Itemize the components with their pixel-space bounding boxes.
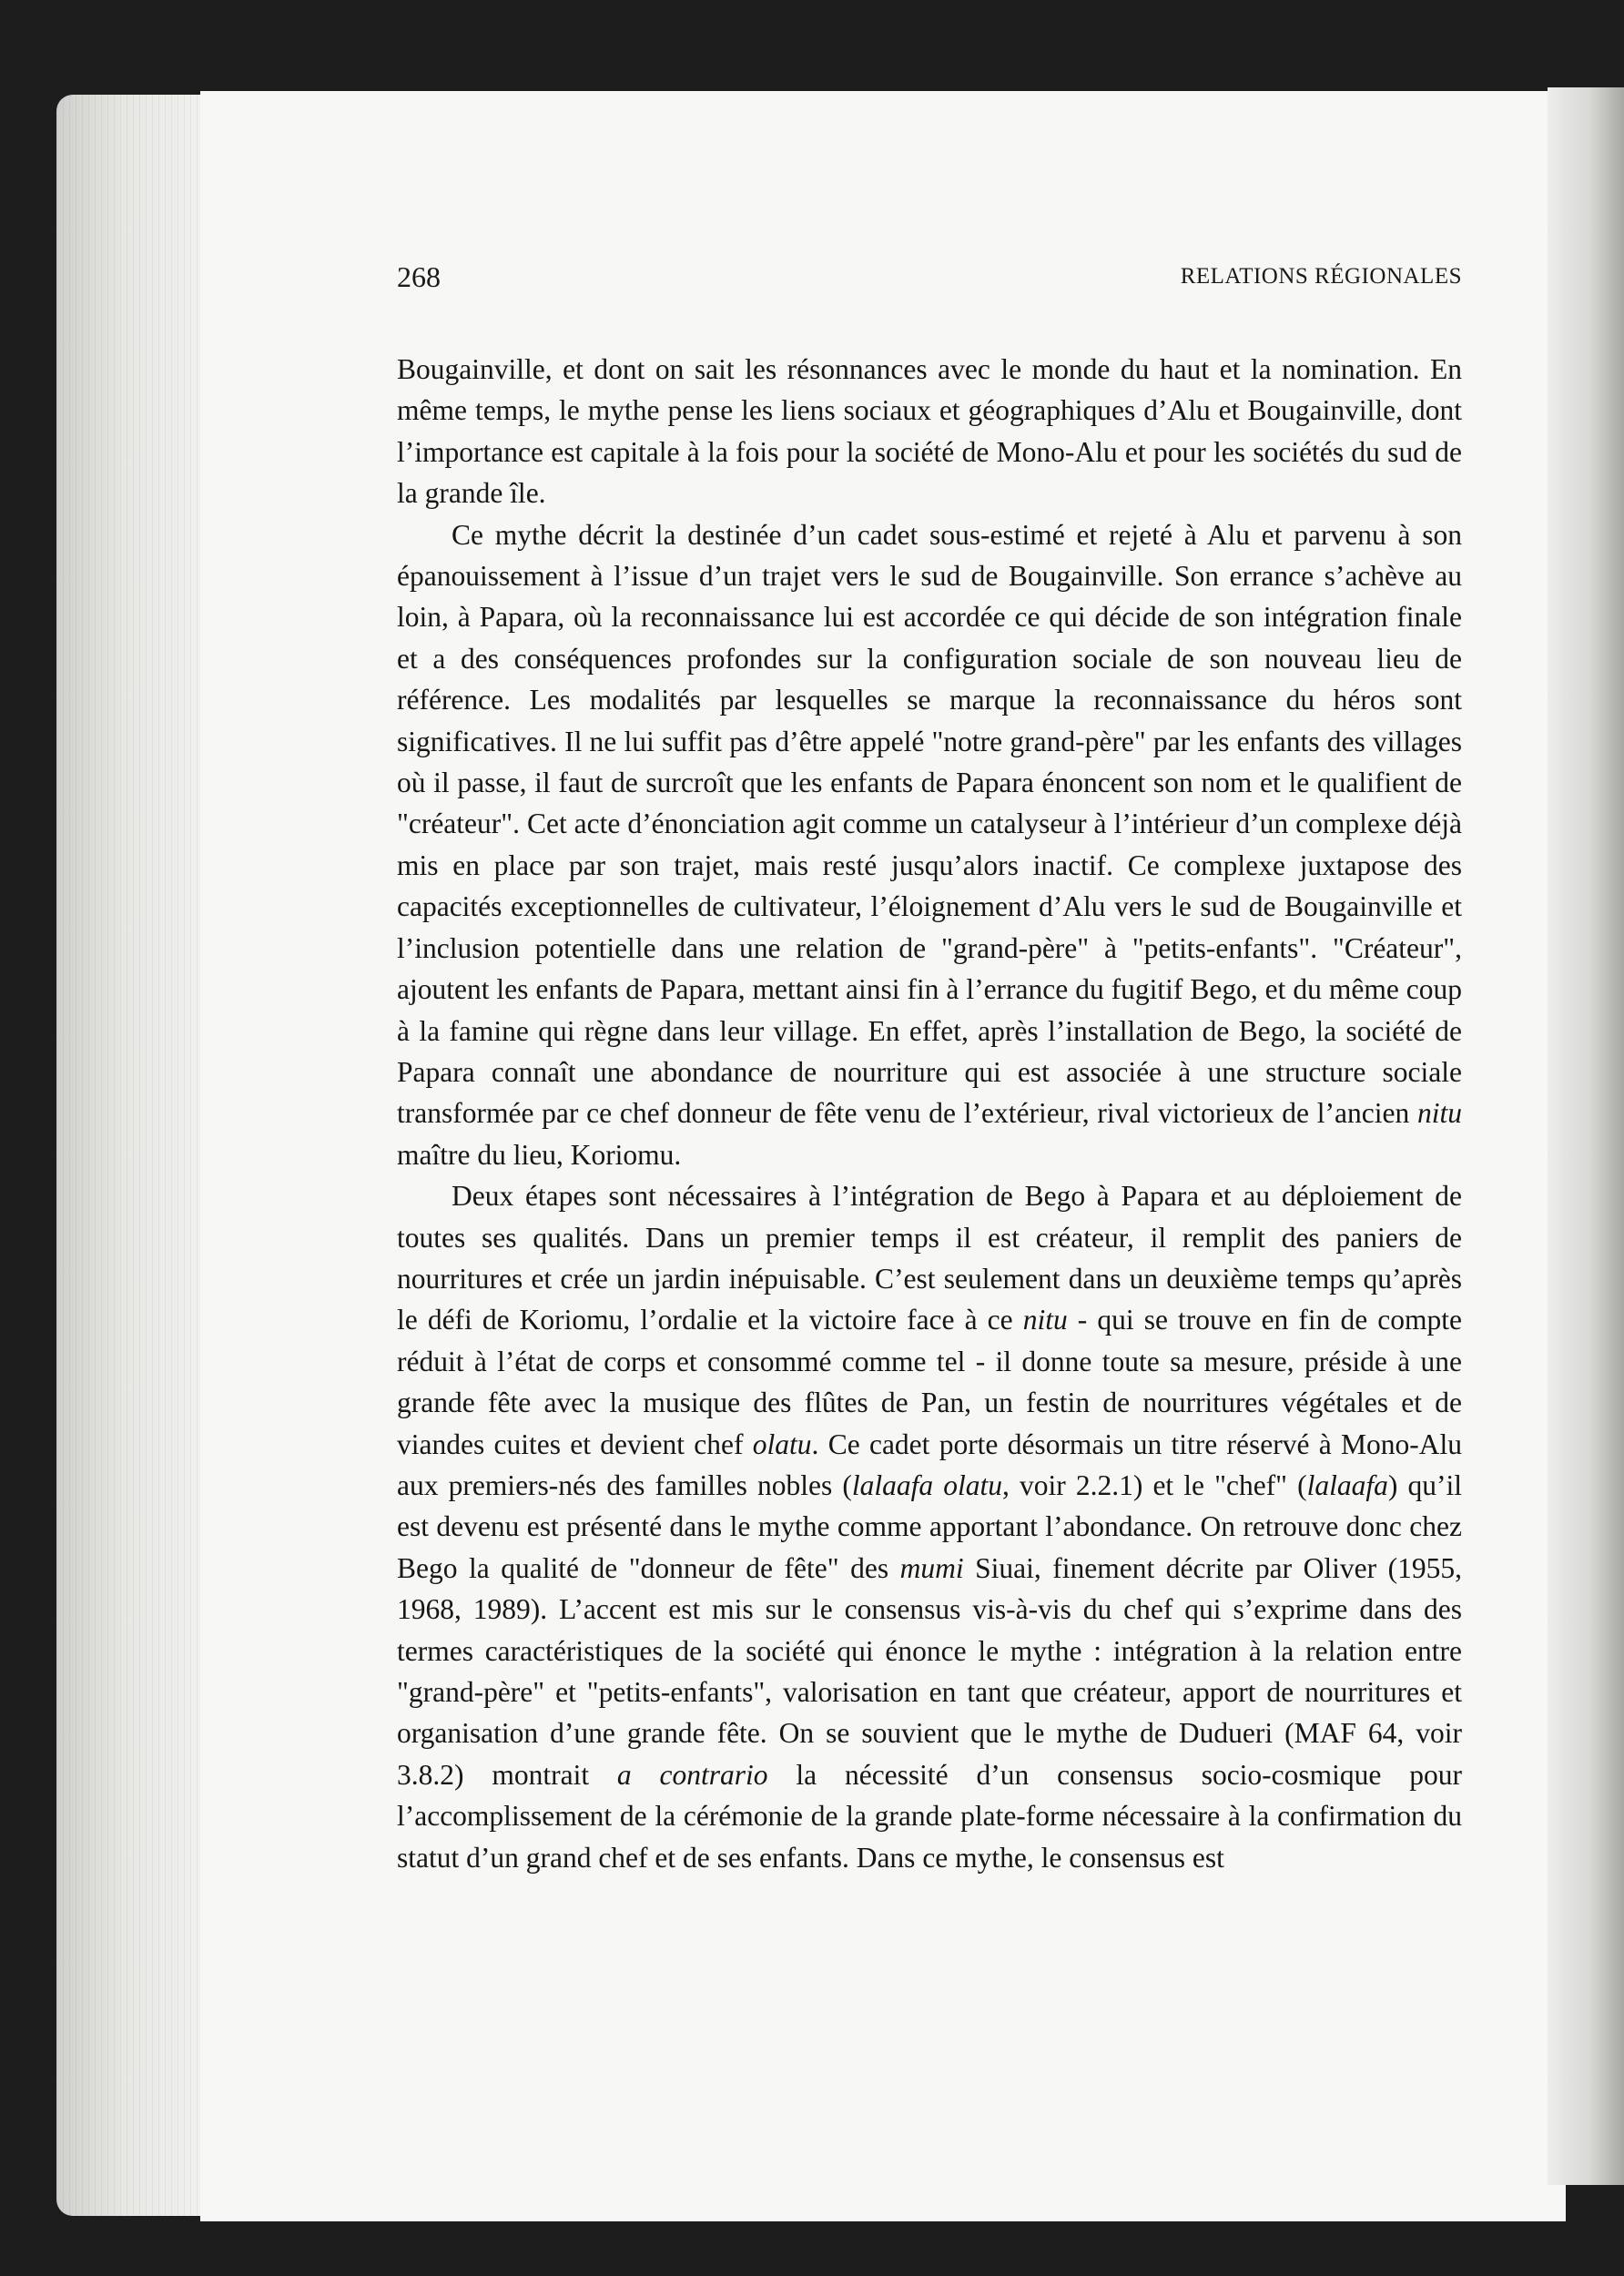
- italic-term: lalaafa olatu: [851, 1468, 1003, 1501]
- text-run: , voir 2.2.1) et le "chef" (: [1002, 1468, 1307, 1501]
- italic-term: a contrario: [616, 1758, 768, 1791]
- italic-term: lalaafa: [1306, 1468, 1388, 1501]
- paragraph-3: [397, 1175, 1462, 1878]
- italic-term: nitu: [1022, 1304, 1068, 1336]
- text-run: la nécessité d’un consensus socio-cosmique pour l’accomplissement de la cérémonie de la grande plate-forme nécessaire à la confirmation du statut d’un grand chef et de ses enfants. Dans ce mythe, le consensus est: [397, 1758, 1462, 1874]
- text-run: . Ce cadet porte désormais un titre réservé à Mono-Alu aux premiers-nés des familles nobles (: [397, 1428, 1462, 1501]
- italic-term: olatu: [752, 1428, 812, 1460]
- text-run: maître du lieu, Koriomu.: [397, 1138, 682, 1171]
- facing-page-edge: [1548, 87, 1624, 2185]
- paragraph-1: [397, 349, 1462, 514]
- text-run: Deux étapes sont nécessaires à l’intégration de Bego à Papara et au déploiement de toutes ses qualités. Dans un premier temps il est créateur, il remplit des paniers de nourritures et crée un jardin inépuisable. C’est seulement dans un deuxième temps qu’après le défi de Koriomu, l’ordalie et la victoire face à ce: [397, 1180, 1462, 1336]
- text-run: Siuai, finement décrite par Oliver (1955, 1968, 1989). L’accent est mis sur le consensus vis-à-vis du chef qui s’exprime dans des termes caractéristiques de la société qui énonce le mythe : intégration à la relation entre "grand-père" et "petits-enfants", valorisation en tant que créateur, apport de nourritures et organisation d’une grande fête. On se souvient que le mythe de Dudueri (MAF 64, voir 3.8.2) montrait: [397, 1551, 1462, 1791]
- running-section-title: RELATIONS RÉGIONALES: [1180, 264, 1462, 289]
- paragraph-2: [397, 514, 1462, 1176]
- text-run: Bougainville, et dont on sait les résonnances avec le monde du haut et la nomination. En même temps, le mythe pense les liens sociaux et géographiques d’Alu et Bougainville, dont l’importance est capitale à la fois pour la société de Mono-Alu et pour les sociétés du sud de la grande île.: [397, 353, 1462, 510]
- page-number: 268: [397, 260, 441, 293]
- body-text: [397, 349, 1462, 1878]
- italic-term: mumi: [899, 1551, 964, 1584]
- text-run: - qui se trouve en fin de compte réduit à l’état de corps et consommé comme tel - il donne toute sa mesure, préside à une grande fête avec la musique des flûtes de Pan, un festin de nourritures végétales et de viandes cuites et devient chef: [397, 1304, 1462, 1460]
- text-run: ) qu’il est devenu est présenté dans le mythe comme apportant l’abondance. On retrouve donc chez Bego la qualité de "donneur de fête" des: [397, 1468, 1462, 1584]
- text-run: Ce mythe décrit la destinée d’un cadet sous-estimé et rejeté à Alu et parvenu à son épanouissement à l’issue d’un trajet vers le sud de Bougainville. Son errance s’achève au loin, à Papara, où la reconnaissance lui est accordée ce qui décide de son intégration finale et a des conséquences profondes sur la configuration sociale de son nouveau lieu de référence. Les modalités par lesquelles se marque la reconnaissance du héros sont significatives. Il ne lui suffit pas d’être appelé "notre grand-père" par les enfants des villages où il passe, il faut de surcroît que les enfants de Papara énoncent son nom et le qualifient de "créateur". Cet acte d’énonciation agit comme un catalyseur à l’intérieur d’un complexe déjà mis en place par son trajet, mais resté jusqu’alors inactif. Ce complexe juxtapose des capacités exceptionnelles de cultivateur, l’éloignement d’Alu vers le sud de Bougainville et l’inclusion potentielle dans une relation de "grand-père" à "petits-enfants". "Créateur", ajoutent les enfants de Papara, mettant ainsi fin à l’errance du fugitif Bego, et du même coup à la famine qui règne dans leur village. En effet, après l’installation de Bego, la société de Papara connaît une abondance de nourriture qui est associée à une structure sociale transformée par ce chef donneur de fête venu de l’extérieur, rival victorieux de l’ancien: [397, 518, 1462, 1130]
- italic-term: nitu: [1416, 1097, 1462, 1130]
